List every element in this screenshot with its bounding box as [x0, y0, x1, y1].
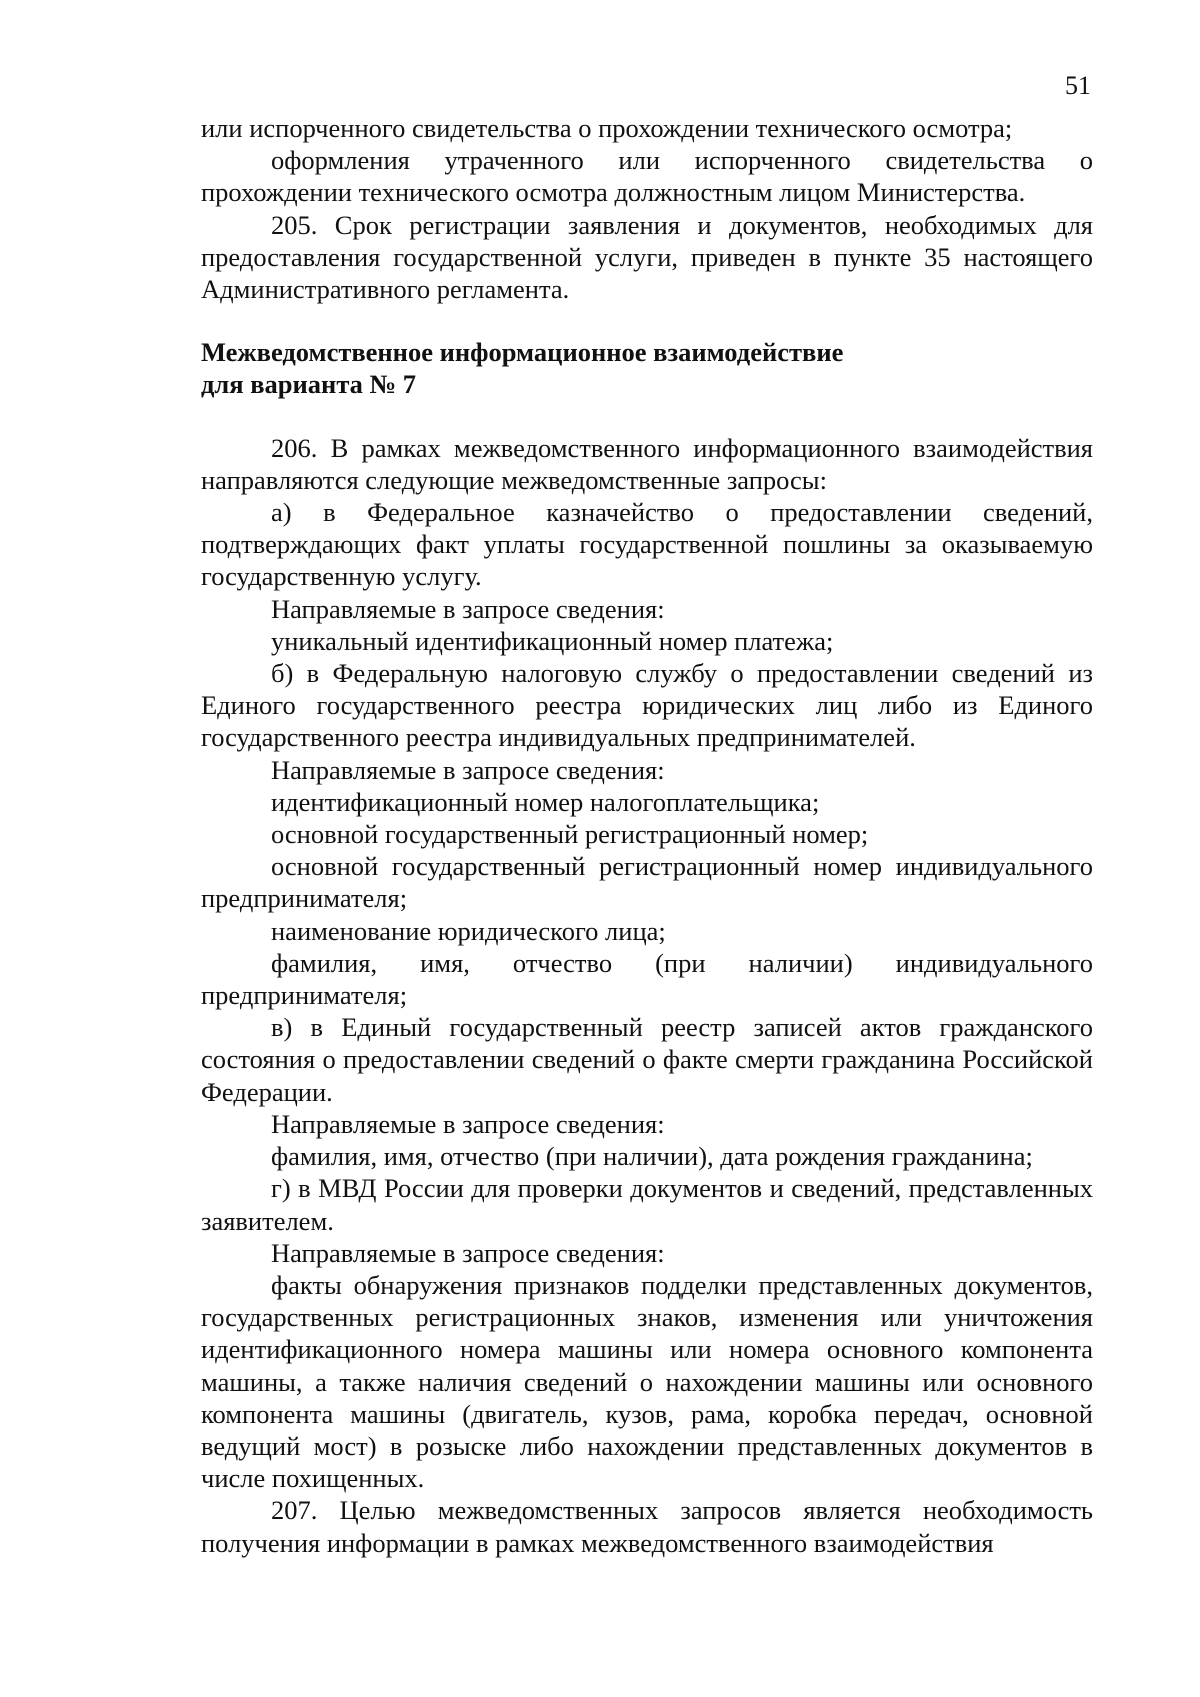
page-number: 51	[1065, 71, 1091, 100]
paragraph: идентификационный номер налогоплательщика;	[271, 786, 820, 817]
section-heading	[201, 336, 1093, 400]
paragraphs-after	[201, 432, 1093, 1559]
paragraph: факты обнаружения признаков подделки представленных документов, государственных регистрационных знаков, изменения или уничтожения идентификационного номера машины или номера основного компонента машины, а также наличия сведений о нахождении машины или основного компонента машины (двигатель, кузов, рама, коробка передач, основной ведущий мост) в розыске либо нахождении представленных документов в числе похищенных.	[201, 1269, 1093, 1494]
paragraph: г) в МВД России для проверки документов и сведений, представленных заявителем.	[201, 1173, 1093, 1236]
paragraph: а) в Федеральное казначейство о предоставлении сведений, подтверждающих факт уплаты государственной пошлины за оказываемую государственную услугу.	[201, 497, 1093, 592]
paragraph: Направляемые в запросе сведения:	[271, 1237, 665, 1268]
section-heading-line: для варианта № 7	[201, 369, 417, 400]
paragraph: 207. Целью межведомственных запросов является необходимость получения информации в рамках межведомственного взаимодействия	[201, 1495, 1093, 1558]
paragraphs-before	[201, 112, 1093, 305]
paragraph: б) в Федеральную налоговую службу о предоставлении сведений из Единого государственного реестра юридических лиц либо из Единого государственного реестра индивидуальных предпринимателей.	[201, 658, 1093, 753]
paragraph: фамилия, имя, отчество (при наличии), дата рождения гражданина;	[271, 1141, 1033, 1172]
section-heading-line: Межведомственное информационное взаимодействие	[201, 337, 844, 368]
paragraph: оформления утраченного или испорченного свидетельства о прохождении технического осмотра должностным лицом Министерства.	[201, 145, 1093, 208]
paragraph: основной государственный регистрационный номер;	[271, 819, 869, 850]
paragraph: 205. Срок регистрации заявления и документов, необходимых для предоставления государственной услуги, приведен в пункте 35 настоящего Административного регламента.	[201, 209, 1093, 305]
paragraph: фамилия, имя, отчество (при наличии) индивидуального предпринимателя;	[201, 947, 1093, 1011]
paragraph: в) в Единый государственный реестр записей актов гражданского состояния о предоставлении сведений о факте смерти гражданина Российской Федерации.	[201, 1012, 1093, 1107]
paragraph: или испорченного свидетельства о прохождении технического осмотра;	[201, 113, 1013, 143]
paragraph: 206. В рамках межведомственного информационного взаимодействия направляются следующие межведомственные запросы:	[201, 432, 1093, 495]
paragraph: Направляемые в запросе сведения:	[271, 1108, 665, 1139]
paragraph: уникальный идентификационный номер платежа;	[271, 625, 834, 656]
document-body	[201, 112, 1093, 1559]
paragraph: Направляемые в запросе сведения:	[271, 754, 665, 785]
paragraph: наименование юридического лица;	[271, 915, 666, 946]
paragraph: Направляемые в запросе сведения:	[271, 593, 665, 624]
paragraph: основной государственный регистрационный номер индивидуального предпринимателя;	[201, 851, 1093, 914]
